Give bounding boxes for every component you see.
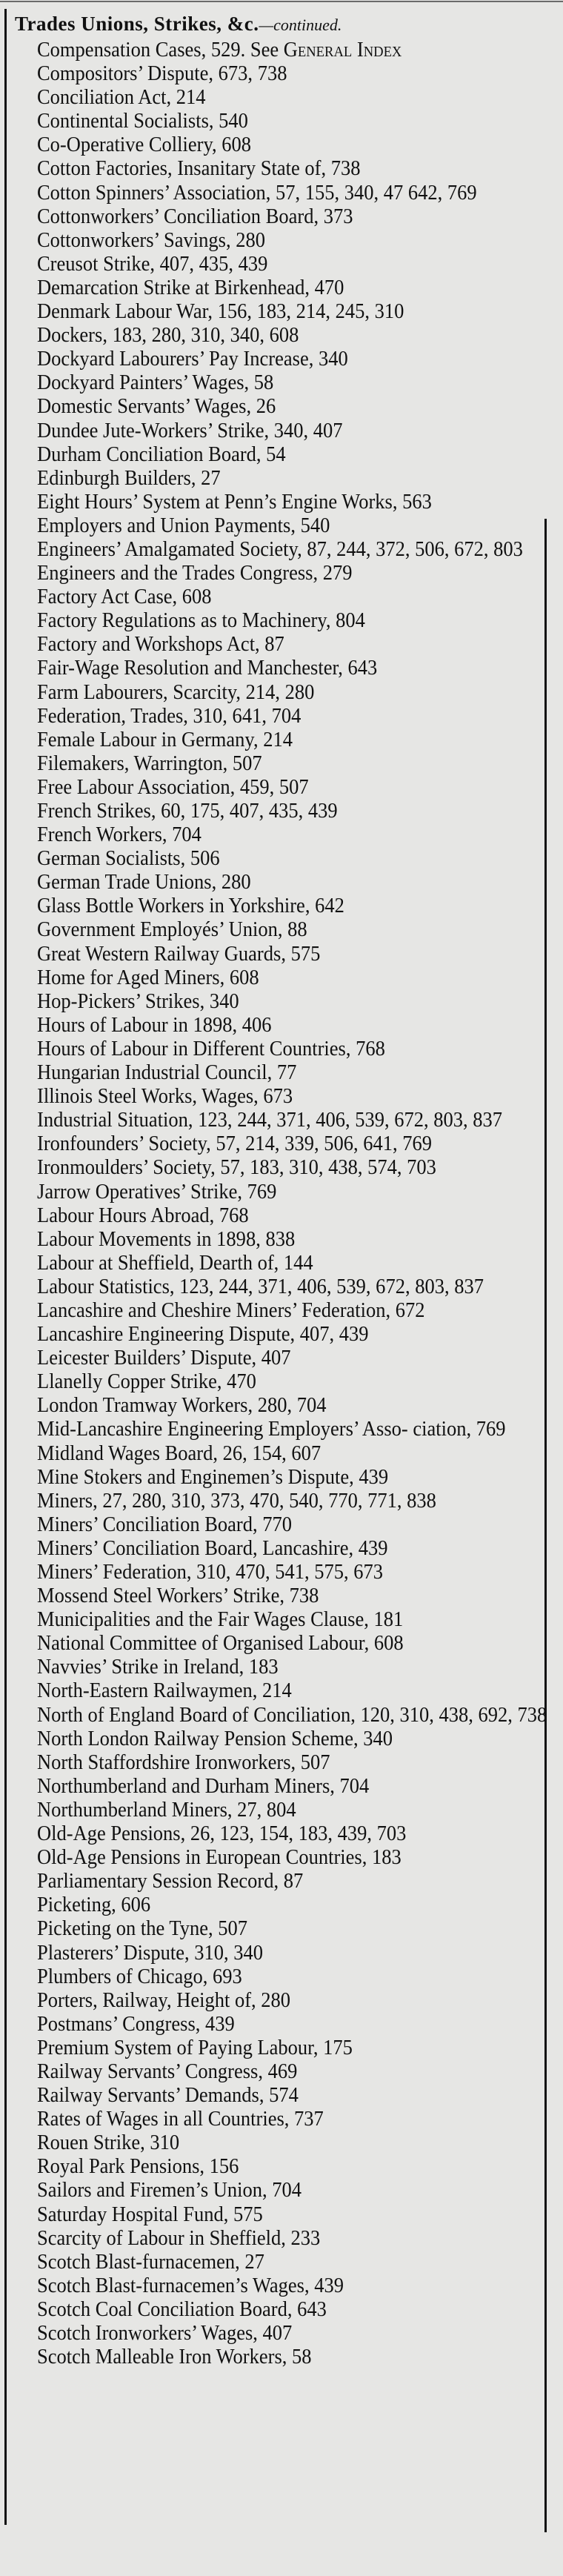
index-entry: [37, 467, 563, 491]
index-entry-text: Denmark Labour War, 156, 183, 214, 245, 310: [37, 300, 404, 324]
index-entry: [37, 1156, 563, 1180]
index-entry-text: Farm Labourers, Scarcity, 214, 280: [37, 680, 315, 704]
index-entry-text: Compensation Cases, 529. See: [37, 39, 284, 62]
index-entry: [37, 1490, 563, 1513]
index-entry-text: French Strikes, 60, 175, 407, 435, 439: [37, 800, 338, 823]
index-entry-text: Home for Aged Miners, 608: [37, 966, 259, 989]
index-entry-text: Rouen Strike, 310: [37, 2131, 180, 2155]
index-entry: [37, 2084, 563, 2108]
index-entry: [37, 657, 563, 680]
index-entry-text: Filemakers, Warrington, 507: [37, 751, 262, 775]
index-entry-text: Postmans’ Congress, 439: [37, 2012, 235, 2036]
index-entry: [37, 1893, 563, 1917]
index-entry-text: Leicester Builders’ Dispute, 407: [37, 1347, 291, 1370]
index-entry-text: Hours of Labour in 1898, 406: [37, 1013, 272, 1037]
index-entry: [37, 871, 563, 894]
index-entry-text: Creusot Strike, 407, 435, 439: [37, 252, 268, 276]
index-entry: [37, 2251, 563, 2274]
index-entry-text: Cotton Spinners’ Association, 57, 155, 340, 47 642, 769: [37, 181, 477, 205]
left-border-rule: [4, 9, 7, 2525]
index-entry: [37, 1775, 563, 1799]
index-entry: [37, 990, 563, 1014]
index-entry-text: North London Railway Pension Scheme, 340: [37, 1727, 393, 1750]
index-entry: [37, 2322, 563, 2346]
index-entry: [37, 1989, 563, 2013]
index-entry: [37, 847, 563, 871]
index-entry-text: Factory Regulations as to Machinery, 804: [37, 609, 365, 633]
index-entry-text: Government Employés’ Union, 88: [37, 918, 307, 942]
index-entry: [37, 1846, 563, 1870]
index-entry-text: Factory Act Case, 608: [37, 585, 212, 609]
index-entry: [37, 1584, 563, 1608]
index-entry: [37, 1038, 563, 1061]
index-entry-text: Plumbers of Chicago, 693: [37, 1965, 242, 1988]
index-entry-text: Free Labour Association, 459, 507: [37, 775, 309, 799]
section-title: Trades Unions, Strikes, &c.: [15, 13, 259, 35]
index-entry: [37, 609, 563, 633]
index-entry-text: Dockyard Painters’ Wages, 58: [37, 371, 274, 395]
index-entry-text: Scotch Blast-furnacemen’s Wages, 439: [37, 2274, 344, 2297]
index-entry: [37, 1204, 563, 1228]
index-entry: [37, 1656, 563, 1679]
index-entry: [37, 562, 563, 585]
index-entry: [37, 894, 563, 918]
index-entry: [37, 966, 563, 990]
index-entry: [37, 1442, 563, 1466]
index-entry: [37, 1870, 563, 1893]
index-entry: [37, 491, 563, 514]
index-entry-text: Great Western Railway Guards, 575: [37, 942, 321, 966]
index-entry-text: Demarcation Strike at Birkenhead, 470: [37, 276, 344, 299]
index-entry: [37, 1252, 563, 1275]
index-entry-text: Midland Wages Board, 26, 154, 607: [37, 1441, 322, 1465]
index-entry: [37, 1132, 563, 1156]
index-entry: [37, 276, 563, 300]
index-entry-text: Labour at Sheffield, Dearth of, 144: [37, 1251, 313, 1275]
index-entry: [37, 395, 563, 419]
index-entry: [37, 348, 563, 371]
index-entry: [37, 1942, 563, 1965]
index-entry: [37, 1751, 563, 1775]
index-entry: [37, 1822, 563, 1846]
index-entry: [37, 157, 563, 181]
index-entry-text: Scotch Ironworkers’ Wages, 407: [37, 2322, 293, 2345]
continued-label: —continued.: [259, 16, 342, 34]
index-entry-text: Old-Age Pensions, 26, 123, 154, 183, 439, 703: [37, 1822, 407, 1846]
cross-reference-link[interactable]: General Index: [283, 39, 402, 62]
index-entry: [37, 1965, 563, 1989]
index-entry: [37, 300, 563, 324]
index-entry: [37, 1704, 563, 1727]
index-entry-text: Dockyard Labourers’ Pay Increase, 340: [37, 348, 348, 371]
index-entry-text: Mossend Steel Workers’ Strike, 738: [37, 1584, 319, 1608]
index-entry: [37, 443, 563, 467]
index-entry-text: Railway Servants’ Demands, 574: [37, 2084, 299, 2108]
index-entry: [37, 728, 563, 752]
index-entry-text: Scotch Coal Conciliation Board, 643: [37, 2297, 327, 2321]
index-entry: [37, 2346, 563, 2369]
index-entry-text: Scarcity of Labour in Sheffield, 233: [37, 2226, 321, 2250]
index-entry: [37, 110, 563, 133]
index-entry: [37, 2131, 563, 2155]
index-entry: [37, 1537, 563, 1561]
index-entry: [37, 324, 563, 348]
index-entries-list: [15, 39, 547, 2369]
index-entry: [37, 182, 563, 205]
index-entry: [37, 800, 563, 823]
index-entry: [37, 2013, 563, 2036]
index-entry: [37, 86, 563, 110]
index-entry: [37, 2298, 563, 2322]
index-entry-text: Picketing, 606: [37, 1893, 151, 1917]
index-entry-text: Edinburgh Builders, 27: [37, 466, 221, 490]
index-entry-text: Hop-Pickers’ Strikes, 340: [37, 989, 239, 1013]
index-entry: [37, 1347, 563, 1370]
index-entry-text: Miners’ Conciliation Board, 770: [37, 1513, 293, 1536]
index-entry-text: Eight Hours’ System at Penn’s Engine Works, 563: [37, 490, 432, 514]
index-entry-text: Mid-Lancashire Engineering Employers’ Asso- ciation, 769: [37, 1418, 506, 1441]
index-entry-text: Parliamentary Session Record, 87: [37, 1870, 304, 1893]
index-entry-text: Picketing on the Tyne, 507: [37, 1917, 248, 1941]
index-entry: [37, 776, 563, 800]
index-entry-text: German Trade Unions, 280: [37, 871, 251, 894]
index-entry-text: Llanelly Copper Strike, 470: [37, 1370, 256, 1394]
section-heading: [15, 10, 533, 39]
index-entry: [37, 1418, 563, 1441]
index-entry-text: Sailors and Firemen’s Union, 704: [37, 2179, 302, 2202]
index-entry: [37, 2274, 563, 2298]
index-entry: [37, 62, 563, 86]
index-entry: [37, 419, 563, 443]
index-entry-text: Glass Bottle Workers in Yorkshire, 642: [37, 894, 344, 918]
index-entry: [37, 371, 563, 395]
index-entry-text: Hungarian Industrial Council, 77: [37, 1061, 297, 1085]
index-entry: [37, 538, 563, 562]
index-entry: [37, 2203, 563, 2227]
index-entry: [37, 1561, 563, 1584]
index-entry-text: Hours of Labour in Different Countries, 768: [37, 1037, 385, 1060]
index-entry: [37, 2036, 563, 2060]
index-entry: [37, 1228, 563, 1252]
index-entry: [37, 1917, 563, 1941]
index-entry-text: Industrial Situation, 123, 244, 371, 406, 539, 672, 803, 837: [37, 1109, 503, 1132]
index-entry-text: Durham Conciliation Board, 54: [37, 442, 286, 466]
index-entry-text: Cottonworkers’ Savings, 280: [37, 228, 265, 252]
index-entry-text: Ironfounders’ Society, 57, 214, 339, 506, 641, 769: [37, 1132, 432, 1156]
index-entry: [37, 1727, 563, 1751]
index-entry: [37, 943, 563, 966]
index-entry: [37, 2060, 563, 2084]
index-entry-text: Old-Age Pensions in European Countries, 183: [37, 1846, 402, 1870]
index-entry: [37, 1085, 563, 1109]
index-entry-text: Jarrow Operatives’ Strike, 769: [37, 1180, 277, 1204]
index-entry-text: Miners’ Conciliation Board, Lancashire, 439: [37, 1536, 388, 1560]
index-entry-text: Porters, Railway, Height of, 280: [37, 1988, 291, 2012]
index-entry: [37, 633, 563, 657]
index-entry-text: Continental Socialists, 540: [37, 110, 248, 133]
index-entry-text: Mine Stokers and Enginemen’s Dispute, 439: [37, 1465, 389, 1489]
index-entry-text: Plasterers’ Dispute, 310, 340: [37, 1941, 264, 1965]
index-entry-text: Labour Statistics, 123, 244, 371, 406, 539, 672, 803, 837: [37, 1275, 484, 1298]
index-entry-text: Royal Park Pensions, 156: [37, 2155, 239, 2179]
index-entry-text: Dockers, 183, 280, 310, 340, 608: [37, 324, 299, 348]
index-entry: [37, 1323, 563, 1347]
index-entry-text: Cotton Factories, Insanitary State of, 738: [37, 157, 361, 181]
index-entry-text: Scotch Malleable Iron Workers, 58: [37, 2346, 312, 2369]
index-entry: [37, 752, 563, 776]
index-entry-text: Railway Servants’ Congress, 469: [37, 2059, 298, 2083]
index-entry-text: Factory and Workshops Act, 87: [37, 633, 284, 657]
index-entry-text: Cottonworkers’ Conciliation Board, 373: [37, 205, 353, 228]
index-page: [15, 10, 547, 2369]
index-entry-text: Engineers and the Trades Congress, 279: [37, 562, 353, 585]
index-entry-text: Co-Operative Colliery, 608: [37, 133, 252, 157]
index-entry: [37, 1299, 563, 1323]
index-entry-text: North Staffordshire Ironworkers, 507: [37, 1750, 330, 1774]
index-entry-text: Employers and Union Payments, 540: [37, 514, 330, 537]
index-entry: [37, 1799, 563, 1822]
index-entry-text: Fair-Wage Resolution and Manchester, 643: [37, 657, 378, 680]
index-entry: [37, 1275, 563, 1299]
index-entry-text: Illinois Steel Works, Wages, 673: [37, 1085, 293, 1109]
index-entry-text: Saturday Hospital Fund, 575: [37, 2202, 263, 2226]
index-entry-text: German Socialists, 506: [37, 847, 220, 871]
index-entry-text: Engineers’ Amalgamated Society, 87, 244, 372, 506, 672, 803: [37, 537, 523, 561]
index-entry-text: Lancashire Engineering Dispute, 407, 439: [37, 1323, 369, 1347]
index-entry-text: National Committee of Organised Labour, 608: [37, 1632, 404, 1656]
index-entry: [37, 1632, 563, 1656]
index-entry: [37, 1608, 563, 1632]
index-entry-text: Northumberland Miners, 27, 804: [37, 1798, 296, 1822]
index-entry: [37, 1370, 563, 1394]
index-entry: [37, 1679, 563, 1703]
index-entry: [37, 705, 563, 728]
top-border-rule: [0, 1, 563, 2]
index-entry-text: Lancashire and Cheshire Miners’ Federation, 672: [37, 1298, 425, 1322]
index-entry-text: Premium System of Paying Labour, 175: [37, 2036, 353, 2059]
index-entry: [37, 585, 563, 609]
index-entry: [37, 2155, 563, 2179]
index-entry-text: Labour Movements in 1898, 838: [37, 1227, 296, 1251]
index-entry-text: French Workers, 704: [37, 823, 201, 847]
index-entry-text: Compositors’ Dispute, 673, 738: [37, 62, 287, 86]
index-entry: [37, 1394, 563, 1418]
index-entry-text: Rates of Wages in all Countries, 737: [37, 2108, 324, 2131]
index-entry-text: Miners’ Federation, 310, 470, 541, 575, 673: [37, 1561, 383, 1584]
index-entry-text: North of England Board of Conciliation, 120, 310, 438, 692, 738: [37, 1703, 547, 1727]
index-entry-text: Domestic Servants’ Wages, 26: [37, 395, 276, 419]
index-entry: [37, 823, 563, 847]
index-entry: [37, 229, 563, 253]
index-entry: [37, 918, 563, 942]
index-entry-text: Labour Hours Abroad, 768: [37, 1204, 249, 1227]
index-entry-text: Miners, 27, 280, 310, 373, 470, 540, 770, 771, 838: [37, 1489, 436, 1513]
index-entry-text: Municipalities and the Fair Wages Clause, 181: [37, 1608, 404, 1632]
index-entry: [37, 2179, 563, 2202]
index-entry-text: Ironmoulders’ Society, 57, 183, 310, 438, 574, 703: [37, 1156, 436, 1180]
index-entry: [37, 133, 563, 157]
index-entry: [37, 681, 563, 705]
index-entry: [37, 1513, 563, 1537]
index-entry-text: Northumberland and Durham Miners, 704: [37, 1774, 370, 1798]
index-entry-text: Navvies’ Strike in Ireland, 183: [37, 1656, 279, 1679]
index-entry-text: London Tramway Workers, 280, 704: [37, 1394, 327, 1418]
index-entry-text: Federation, Trades, 310, 641, 704: [37, 704, 302, 728]
index-entry: [37, 2227, 563, 2251]
index-entry: [37, 1014, 563, 1038]
index-entry-text: Conciliation Act, 214: [37, 86, 206, 110]
index-entry: [37, 205, 563, 229]
index-entry: [37, 253, 563, 276]
index-entry: [37, 514, 563, 538]
index-entry: [37, 1181, 563, 1204]
index-entry: [37, 39, 563, 62]
index-entry-text: Dundee Jute-Workers’ Strike, 340, 407: [37, 419, 343, 442]
index-entry-text: Female Labour in Germany, 214: [37, 728, 293, 751]
index-entry: [37, 1466, 563, 1490]
index-entry: [37, 2108, 563, 2131]
index-entry-text: Scotch Blast-furnacemen, 27: [37, 2250, 264, 2274]
index-entry-text: North-Eastern Railwaymen, 214: [37, 1679, 292, 1703]
index-entry: [37, 1109, 563, 1132]
index-entry: [37, 1061, 563, 1085]
